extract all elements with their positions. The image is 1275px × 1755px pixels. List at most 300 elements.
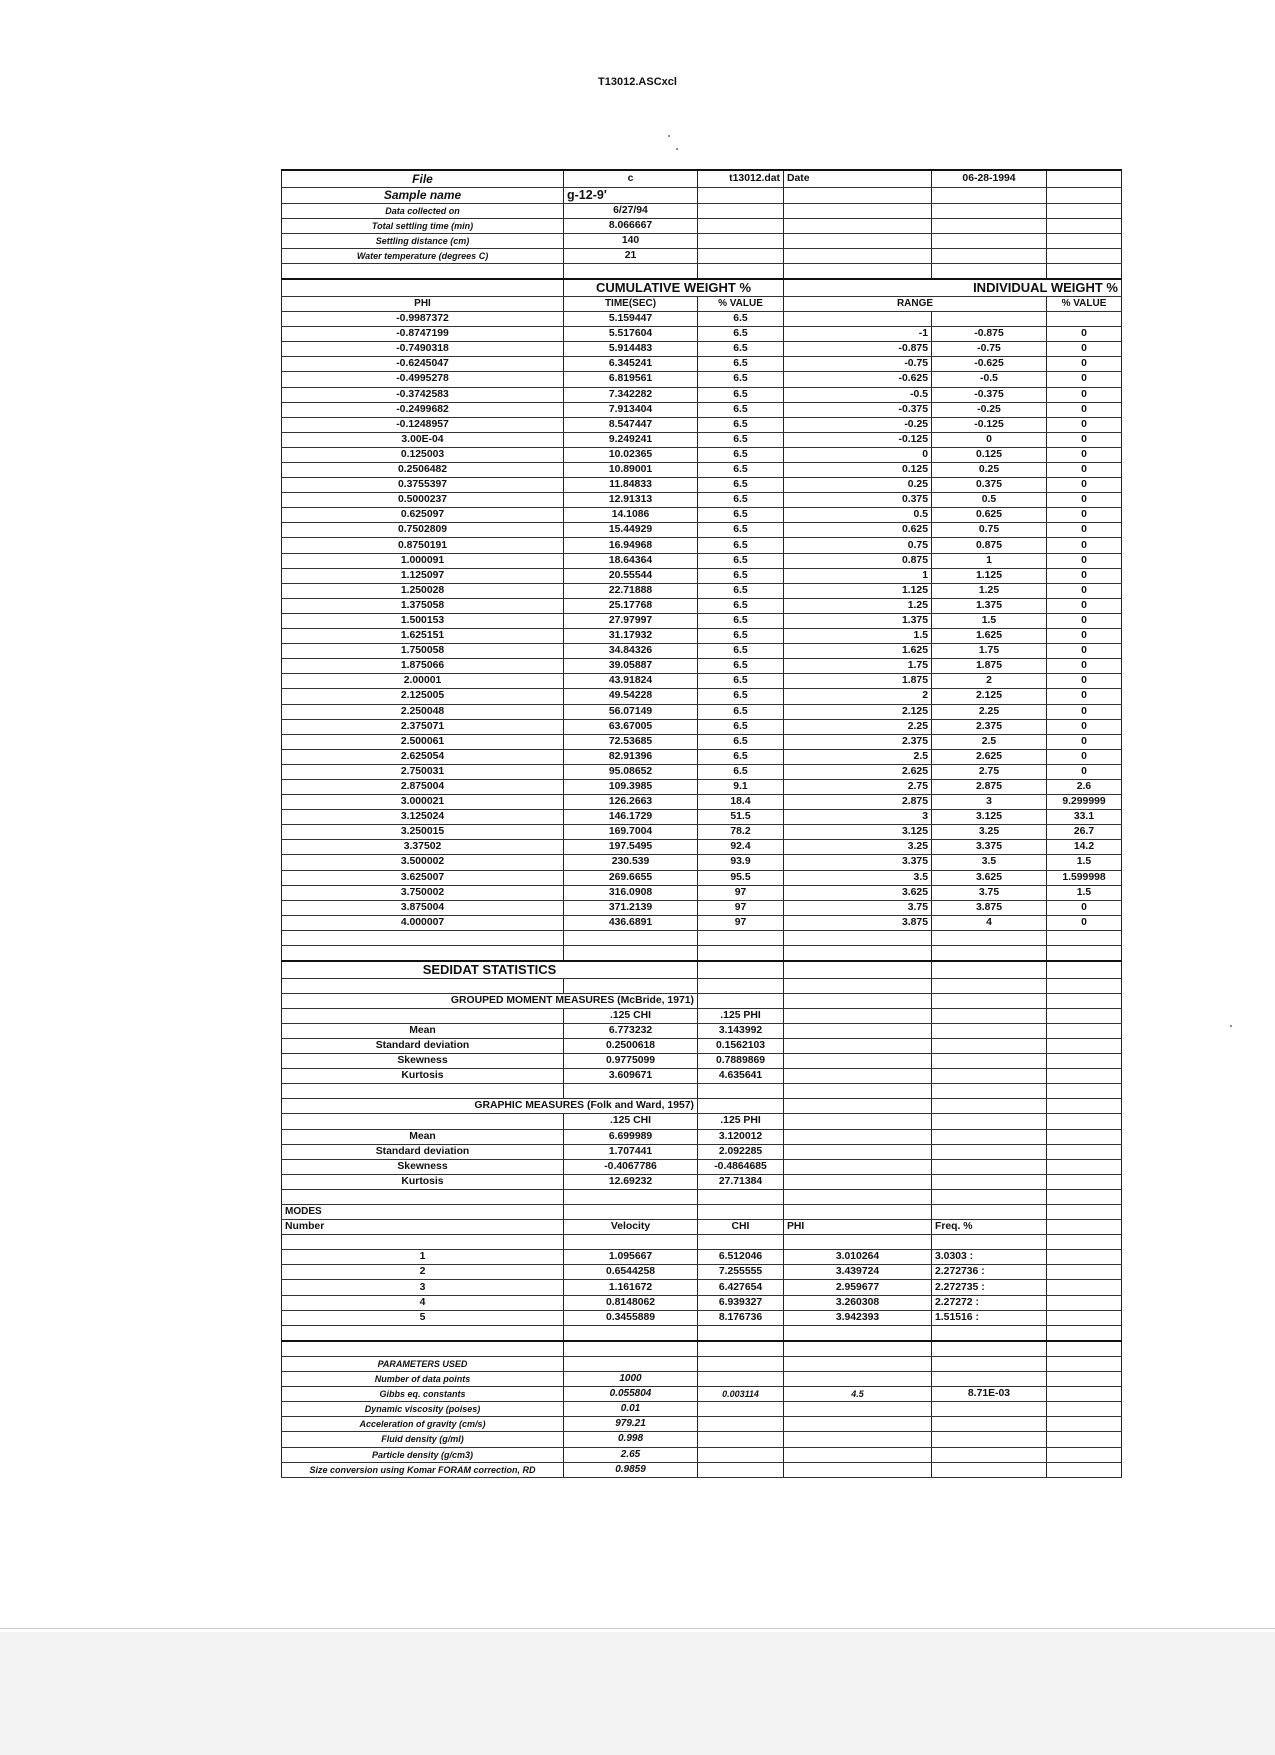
ind-value-cell: 1.5 bbox=[1047, 855, 1122, 870]
range-end-cell: 2.25 bbox=[932, 704, 1047, 719]
ind-value-cell: 0 bbox=[1047, 644, 1122, 659]
empty-cell bbox=[1047, 993, 1122, 1008]
ind-value-cell: 0 bbox=[1047, 327, 1122, 342]
file-name: t13012.dat bbox=[698, 170, 784, 187]
phi-cell: 1.000091 bbox=[282, 553, 564, 568]
empty-cell bbox=[1047, 219, 1122, 234]
empty-cell bbox=[784, 1144, 932, 1159]
empty-cell bbox=[932, 204, 1047, 219]
phi-cell: 1.500153 bbox=[282, 613, 564, 628]
ind-value-cell: 0 bbox=[1047, 719, 1122, 734]
range-end-cell: -0.75 bbox=[932, 342, 1047, 357]
empty-cell bbox=[784, 1038, 932, 1053]
data-row bbox=[282, 478, 1122, 493]
info-label: Data collected on bbox=[282, 204, 564, 219]
value-cell: 9.1 bbox=[698, 779, 784, 794]
range-start-cell: -0.625 bbox=[784, 372, 932, 387]
phi-cell: 0.8750191 bbox=[282, 538, 564, 553]
data-row bbox=[282, 493, 1122, 508]
empty-cell bbox=[564, 1235, 698, 1250]
time-cell: 39.05887 bbox=[564, 659, 698, 674]
data-row bbox=[282, 764, 1122, 779]
time-cell: 10.02365 bbox=[564, 447, 698, 462]
param-value-3 bbox=[784, 1372, 932, 1387]
empty-cell bbox=[784, 204, 932, 219]
phi-cell: 1.375058 bbox=[282, 598, 564, 613]
range-end-cell: 0.875 bbox=[932, 538, 1047, 553]
empty-cell bbox=[1047, 1310, 1122, 1325]
range-end-cell: -0.875 bbox=[932, 327, 1047, 342]
range-start-cell: 0 bbox=[784, 447, 932, 462]
time-cell: 20.55544 bbox=[564, 568, 698, 583]
empty-cell bbox=[932, 1325, 1047, 1341]
time-cell: 15.44929 bbox=[564, 523, 698, 538]
empty-cell bbox=[564, 1325, 698, 1341]
spacer-row bbox=[282, 1325, 1122, 1341]
empty-cell bbox=[564, 978, 698, 993]
empty-cell bbox=[784, 264, 932, 280]
phi-cell: 1.625151 bbox=[282, 629, 564, 644]
range-end-cell: -0.125 bbox=[932, 417, 1047, 432]
column-header-row bbox=[282, 296, 1122, 311]
empty-cell bbox=[932, 1235, 1047, 1250]
range-start-cell: 3.125 bbox=[784, 825, 932, 840]
empty-cell bbox=[784, 961, 932, 978]
time-cell: 11.84833 bbox=[564, 478, 698, 493]
range-end-cell: 0.125 bbox=[932, 447, 1047, 462]
data-row bbox=[282, 447, 1122, 462]
mode-phi: 2.959677 bbox=[784, 1280, 932, 1295]
value-cell: 51.5 bbox=[698, 810, 784, 825]
data-row bbox=[282, 583, 1122, 598]
grouped-col1: .125 CHI bbox=[564, 1008, 698, 1023]
data-row bbox=[282, 734, 1122, 749]
phi-cell: 2.125005 bbox=[282, 689, 564, 704]
data-row bbox=[282, 704, 1122, 719]
range-end-cell: 2.5 bbox=[932, 734, 1047, 749]
empty-cell bbox=[932, 219, 1047, 234]
value-cell: 6.5 bbox=[698, 659, 784, 674]
time-cell: 7.342282 bbox=[564, 387, 698, 402]
time-cell: 436.6891 bbox=[564, 915, 698, 930]
ind-value-cell: 0 bbox=[1047, 538, 1122, 553]
phi-cell: 4.000007 bbox=[282, 915, 564, 930]
empty-cell bbox=[1047, 946, 1122, 962]
empty-cell bbox=[784, 1084, 932, 1099]
empty-cell bbox=[784, 930, 932, 945]
range-end-cell: 0 bbox=[932, 432, 1047, 447]
empty-cell bbox=[698, 204, 784, 219]
range-start-cell: 3.25 bbox=[784, 840, 932, 855]
empty-cell bbox=[698, 1341, 784, 1357]
empty-cell bbox=[1047, 1341, 1122, 1357]
empty-cell bbox=[784, 1159, 932, 1174]
modes-col-velocity: Velocity bbox=[564, 1220, 698, 1235]
param-value-2 bbox=[698, 1447, 784, 1462]
mode-chi: 6.939327 bbox=[698, 1295, 784, 1310]
range-end-cell: 1 bbox=[932, 553, 1047, 568]
ind-value-cell: 0 bbox=[1047, 387, 1122, 402]
empty-cell bbox=[282, 1235, 564, 1250]
stat-row bbox=[282, 1159, 1122, 1174]
empty-cell bbox=[784, 978, 932, 993]
range-end-cell: 4 bbox=[932, 915, 1047, 930]
stat-chi: 0.2500618 bbox=[564, 1038, 698, 1053]
empty-cell bbox=[282, 1325, 564, 1341]
value-cell: 6.5 bbox=[698, 357, 784, 372]
mode-freq: 3.0303 : bbox=[932, 1250, 1047, 1265]
empty-cell bbox=[1047, 1220, 1122, 1235]
value-cell: 6.5 bbox=[698, 644, 784, 659]
empty-cell bbox=[698, 993, 784, 1008]
mode-phi: 3.942393 bbox=[784, 1310, 932, 1325]
phi-cell: 2.375071 bbox=[282, 719, 564, 734]
range-start-cell: -0.5 bbox=[784, 387, 932, 402]
modes-header-row bbox=[282, 1220, 1122, 1235]
data-row bbox=[282, 629, 1122, 644]
empty-cell bbox=[282, 1341, 564, 1357]
empty-cell bbox=[784, 1069, 932, 1084]
empty-cell bbox=[1047, 264, 1122, 280]
empty-cell bbox=[1047, 1159, 1122, 1174]
empty-cell bbox=[698, 1189, 784, 1204]
time-cell: 6.345241 bbox=[564, 357, 698, 372]
info-row bbox=[282, 234, 1122, 249]
value-cell: 6.5 bbox=[698, 629, 784, 644]
value-cell: 6.5 bbox=[698, 704, 784, 719]
phi-cell: 3.000021 bbox=[282, 795, 564, 810]
info-row bbox=[282, 219, 1122, 234]
param-value: 0.01 bbox=[564, 1402, 698, 1417]
range-end-cell: 3.625 bbox=[932, 870, 1047, 885]
empty-cell bbox=[1047, 1447, 1122, 1462]
info-label: Water temperature (degrees C) bbox=[282, 249, 564, 264]
value-cell: 6.5 bbox=[698, 417, 784, 432]
empty-cell bbox=[932, 1038, 1047, 1053]
stat-phi: 3.143992 bbox=[698, 1023, 784, 1038]
empty-cell bbox=[784, 1054, 932, 1069]
empty-cell bbox=[1047, 1114, 1122, 1129]
modes-title-row bbox=[282, 1205, 1122, 1220]
time-cell: 43.91824 bbox=[564, 674, 698, 689]
info-value: 6/27/94 bbox=[564, 204, 698, 219]
value-cell: 6.5 bbox=[698, 478, 784, 493]
empty-cell bbox=[282, 946, 564, 962]
ind-value-cell: 0 bbox=[1047, 553, 1122, 568]
value-cell: 78.2 bbox=[698, 825, 784, 840]
stat-chi: 12.69232 bbox=[564, 1174, 698, 1189]
time-cell: 5.914483 bbox=[564, 342, 698, 357]
spacer-row bbox=[282, 1341, 1122, 1357]
value-cell: 97 bbox=[698, 915, 784, 930]
mode-row bbox=[282, 1295, 1122, 1310]
range-end-cell: 0.625 bbox=[932, 508, 1047, 523]
empty-cell bbox=[1047, 1023, 1122, 1038]
param-label: Number of data points bbox=[282, 1372, 564, 1387]
ind-value-cell: 0 bbox=[1047, 900, 1122, 915]
value-cell: 92.4 bbox=[698, 840, 784, 855]
ind-value-cell: 0 bbox=[1047, 508, 1122, 523]
empty-cell bbox=[932, 1084, 1047, 1099]
time-cell: 82.91396 bbox=[564, 749, 698, 764]
range-start-cell: 0.625 bbox=[784, 523, 932, 538]
empty-cell bbox=[1047, 1054, 1122, 1069]
ind-value-cell: 0 bbox=[1047, 659, 1122, 674]
ind-value-cell: 0 bbox=[1047, 478, 1122, 493]
empty-cell bbox=[698, 234, 784, 249]
time-cell: 27.97997 bbox=[564, 613, 698, 628]
spacer-row bbox=[282, 264, 1122, 280]
empty-cell bbox=[784, 1129, 932, 1144]
param-value-4 bbox=[932, 1372, 1047, 1387]
stat-phi: 4.635641 bbox=[698, 1069, 784, 1084]
empty-cell bbox=[932, 930, 1047, 945]
data-row bbox=[282, 598, 1122, 613]
empty-cell bbox=[282, 1114, 564, 1129]
range-end-cell: -0.25 bbox=[932, 402, 1047, 417]
range-end-cell: 3.5 bbox=[932, 855, 1047, 870]
phi-cell: 2.875004 bbox=[282, 779, 564, 794]
param-value-2 bbox=[698, 1432, 784, 1447]
empty-cell bbox=[1047, 1265, 1122, 1280]
params-title: PARAMETERS USED bbox=[282, 1356, 564, 1371]
ind-value-cell: 0 bbox=[1047, 704, 1122, 719]
spacer-row bbox=[282, 946, 1122, 962]
range-start-cell: 2.75 bbox=[784, 779, 932, 794]
time-cell: 230.539 bbox=[564, 855, 698, 870]
empty-cell bbox=[564, 1189, 698, 1204]
time-cell: 126.2663 bbox=[564, 795, 698, 810]
value-cell: 6.5 bbox=[698, 372, 784, 387]
grouped-title-row bbox=[282, 993, 1122, 1008]
value-cell: 6.5 bbox=[698, 387, 784, 402]
time-cell: 22.71888 bbox=[564, 583, 698, 598]
ind-value-cell: 0 bbox=[1047, 689, 1122, 704]
ind-value-cell: 2.6 bbox=[1047, 779, 1122, 794]
empty-cell bbox=[1047, 1144, 1122, 1159]
empty-cell bbox=[932, 1069, 1047, 1084]
phi-cell: 2.750031 bbox=[282, 764, 564, 779]
empty-cell bbox=[932, 993, 1047, 1008]
range-start-cell: 2 bbox=[784, 689, 932, 704]
spacer-row bbox=[282, 930, 1122, 945]
empty-cell bbox=[932, 1189, 1047, 1204]
phi-cell: 3.750002 bbox=[282, 885, 564, 900]
empty-cell bbox=[784, 1099, 932, 1114]
value-cell: 6.5 bbox=[698, 312, 784, 327]
range-end-cell: 1.875 bbox=[932, 659, 1047, 674]
empty-cell bbox=[698, 1325, 784, 1341]
info-value: 8.066667 bbox=[564, 219, 698, 234]
ind-value-cell: 0 bbox=[1047, 432, 1122, 447]
value-cell: 6.5 bbox=[698, 402, 784, 417]
time-cell: 63.67005 bbox=[564, 719, 698, 734]
range-end-cell: -0.625 bbox=[932, 357, 1047, 372]
phi-cell: 2.625054 bbox=[282, 749, 564, 764]
value-cell: 6.5 bbox=[698, 342, 784, 357]
stat-chi: 0.9775099 bbox=[564, 1054, 698, 1069]
stat-phi: 2.092285 bbox=[698, 1144, 784, 1159]
ind-value-cell: 0 bbox=[1047, 629, 1122, 644]
range-start-cell: 2.625 bbox=[784, 764, 932, 779]
param-value: 2.65 bbox=[564, 1447, 698, 1462]
ind-value-cell: 0 bbox=[1047, 674, 1122, 689]
empty-cell bbox=[698, 1235, 784, 1250]
mode-number: 2 bbox=[282, 1265, 564, 1280]
ind-value-cell: 26.7 bbox=[1047, 825, 1122, 840]
empty-cell bbox=[1047, 1084, 1122, 1099]
ind-value-cell: 0 bbox=[1047, 493, 1122, 508]
empty-cell bbox=[698, 1356, 784, 1371]
param-value-3 bbox=[784, 1462, 932, 1477]
data-row bbox=[282, 417, 1122, 432]
stat-phi: 3.120012 bbox=[698, 1129, 784, 1144]
empty-cell bbox=[932, 1008, 1047, 1023]
data-row bbox=[282, 508, 1122, 523]
empty-cell bbox=[1047, 1129, 1122, 1144]
empty-cell bbox=[1047, 1250, 1122, 1265]
param-value: 0.055804 bbox=[564, 1387, 698, 1402]
empty-cell bbox=[564, 264, 698, 280]
data-row bbox=[282, 825, 1122, 840]
info-row bbox=[282, 204, 1122, 219]
grouped-header-row bbox=[282, 1008, 1122, 1023]
empty-cell bbox=[1047, 1069, 1122, 1084]
range-start-cell: 0.125 bbox=[784, 463, 932, 478]
params-title-row bbox=[282, 1356, 1122, 1371]
empty-cell bbox=[784, 1325, 932, 1341]
param-value-3 bbox=[784, 1447, 932, 1462]
document-title: T13012.ASCxcl bbox=[598, 76, 677, 88]
stat-label: Kurtosis bbox=[282, 1069, 564, 1084]
time-cell: 269.6655 bbox=[564, 870, 698, 885]
range-start-cell: 3.375 bbox=[784, 855, 932, 870]
phi-cell: -0.7490318 bbox=[282, 342, 564, 357]
phi-cell: 0.125003 bbox=[282, 447, 564, 462]
info-label: Settling distance (cm) bbox=[282, 234, 564, 249]
range-start-cell: 1.5 bbox=[784, 629, 932, 644]
ind-value-cell: 0 bbox=[1047, 357, 1122, 372]
mode-freq: 2.27272 : bbox=[932, 1295, 1047, 1310]
ind-value-cell: 1.5 bbox=[1047, 885, 1122, 900]
param-value-3 bbox=[784, 1402, 932, 1417]
empty-cell bbox=[282, 978, 564, 993]
data-row bbox=[282, 810, 1122, 825]
sample-label: Sample name bbox=[282, 187, 564, 204]
empty-cell bbox=[698, 1099, 784, 1114]
mode-number: 4 bbox=[282, 1295, 564, 1310]
range-end-cell: 1.25 bbox=[932, 583, 1047, 598]
mode-chi: 6.512046 bbox=[698, 1250, 784, 1265]
mode-row bbox=[282, 1310, 1122, 1325]
param-value-4 bbox=[932, 1462, 1047, 1477]
stat-label: Kurtosis bbox=[282, 1174, 564, 1189]
empty-cell bbox=[1047, 1356, 1122, 1371]
range-end-cell: 3.75 bbox=[932, 885, 1047, 900]
empty-cell bbox=[698, 264, 784, 280]
ind-value-cell: 0 bbox=[1047, 417, 1122, 432]
empty-cell bbox=[1047, 1280, 1122, 1295]
value-cell: 6.5 bbox=[698, 734, 784, 749]
value-cell: 6.5 bbox=[698, 463, 784, 478]
empty-cell bbox=[932, 1144, 1047, 1159]
modes-col-number: Number bbox=[282, 1220, 564, 1235]
graphic-title: GRAPHIC MEASURES (Folk and Ward, 1957) bbox=[282, 1099, 698, 1114]
empty-cell bbox=[1047, 234, 1122, 249]
empty-cell bbox=[784, 219, 932, 234]
scan-speck bbox=[1230, 1025, 1232, 1027]
stat-row bbox=[282, 1054, 1122, 1069]
mode-chi: 6.427654 bbox=[698, 1280, 784, 1295]
time-cell: 95.08652 bbox=[564, 764, 698, 779]
range-end-cell: 2.875 bbox=[932, 779, 1047, 794]
data-row bbox=[282, 387, 1122, 402]
param-value-4 bbox=[932, 1417, 1047, 1432]
range-start-cell: 2.875 bbox=[784, 795, 932, 810]
phi-cell: 0.5000237 bbox=[282, 493, 564, 508]
empty-cell bbox=[784, 1114, 932, 1129]
data-row bbox=[282, 795, 1122, 810]
range-end-cell: 2.375 bbox=[932, 719, 1047, 734]
phi-cell: 0.7502809 bbox=[282, 523, 564, 538]
empty-cell bbox=[1047, 1235, 1122, 1250]
range-start-cell: 2.375 bbox=[784, 734, 932, 749]
range-start-cell: -0.25 bbox=[784, 417, 932, 432]
value-cell: 6.5 bbox=[698, 432, 784, 447]
time-cell: 56.07149 bbox=[564, 704, 698, 719]
time-cell: 25.17768 bbox=[564, 598, 698, 613]
empty-cell bbox=[784, 1341, 932, 1357]
value-cell: 6.5 bbox=[698, 689, 784, 704]
value-cell: 93.9 bbox=[698, 855, 784, 870]
data-row bbox=[282, 659, 1122, 674]
empty-cell bbox=[282, 264, 564, 280]
empty-cell bbox=[932, 1174, 1047, 1189]
time-cell: 6.819561 bbox=[564, 372, 698, 387]
range-end-cell: 0.375 bbox=[932, 478, 1047, 493]
time-cell: 10.89001 bbox=[564, 463, 698, 478]
date-value: 06-28-1994 bbox=[932, 170, 1047, 187]
mode-chi: 8.176736 bbox=[698, 1310, 784, 1325]
mode-velocity: 1.095667 bbox=[564, 1250, 698, 1265]
section-header-row bbox=[282, 279, 1122, 296]
empty-cell bbox=[932, 187, 1047, 204]
mode-phi: 3.010264 bbox=[784, 1250, 932, 1265]
value-cell: 97 bbox=[698, 885, 784, 900]
range-start-cell: 3.875 bbox=[784, 915, 932, 930]
param-label: Dynamic viscosity (poises) bbox=[282, 1402, 564, 1417]
param-value: 0.998 bbox=[564, 1432, 698, 1447]
empty-cell bbox=[282, 1008, 564, 1023]
time-cell: 371.2139 bbox=[564, 900, 698, 915]
empty-cell bbox=[1047, 1402, 1122, 1417]
empty-cell bbox=[564, 1356, 698, 1371]
value-cell: 6.5 bbox=[698, 447, 784, 462]
empty-cell bbox=[1047, 249, 1122, 264]
empty-cell bbox=[1047, 170, 1122, 187]
ind-value-cell: 0 bbox=[1047, 447, 1122, 462]
phi-cell: 3.37502 bbox=[282, 840, 564, 855]
value-cell: 6.5 bbox=[698, 764, 784, 779]
value-cell: 95.5 bbox=[698, 870, 784, 885]
param-value-2 bbox=[698, 1462, 784, 1477]
phi-cell: -0.6245047 bbox=[282, 357, 564, 372]
time-cell: 18.64364 bbox=[564, 553, 698, 568]
empty-cell bbox=[784, 1356, 932, 1371]
stat-row bbox=[282, 1069, 1122, 1084]
empty-cell bbox=[784, 1008, 932, 1023]
range-end-cell: -0.375 bbox=[932, 387, 1047, 402]
